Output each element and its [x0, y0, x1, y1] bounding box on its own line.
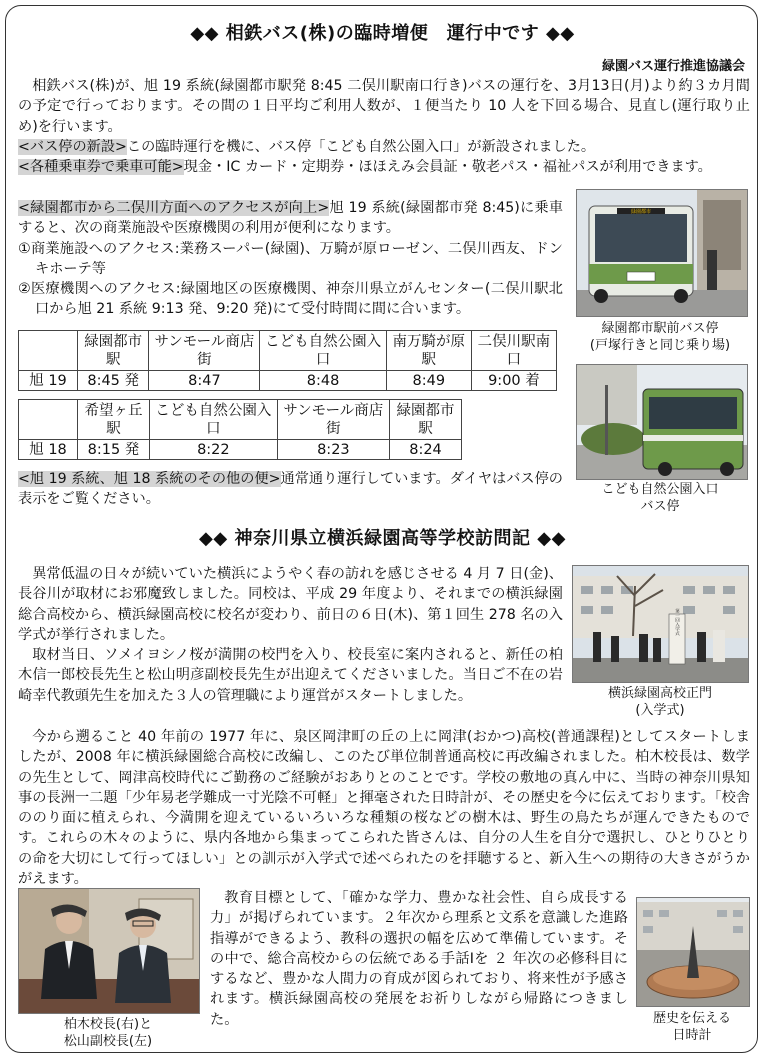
timetable-asahi19 — [18, 330, 557, 391]
table1-header: 緑園都市駅 — [78, 331, 149, 371]
table1-route: 旭 19 — [19, 371, 78, 391]
photo1-caption-line1: 緑園都市駅前バス停 — [601, 321, 719, 336]
table1-time: 9:00 着 — [471, 371, 556, 391]
article2-body-left — [18, 564, 563, 706]
principals-caption-line1: 柏木校長(右)と — [63, 1017, 153, 1032]
entrance-ceremony-sign: 第一回入学式 — [674, 608, 680, 636]
bus-destination-sign: 緑園都市 — [630, 209, 652, 215]
photo-school-gate — [572, 565, 749, 683]
table2-time: 8:24 — [390, 440, 462, 460]
table1-time: 8:45 発 — [78, 371, 149, 391]
table1-header: 南万騎が原駅 — [386, 331, 471, 371]
photo1-caption — [570, 320, 750, 354]
sundial-caption-line1: 歴史を伝える — [652, 1011, 731, 1026]
table2-header: 緑園都市駅 — [390, 400, 462, 440]
article1-body-left — [18, 198, 563, 320]
table1-header: こども自然公園入口 — [260, 331, 386, 371]
table2-corner — [19, 400, 78, 440]
article2-body-bottom — [210, 888, 628, 1030]
article2-body-full — [18, 727, 750, 889]
photo-principals — [18, 888, 200, 1014]
table2-time: 8:22 — [149, 440, 277, 460]
table2-header: 希望ヶ丘駅 — [78, 400, 150, 440]
item1-tag: <バス停の新設> — [18, 138, 127, 155]
table1-header: サンモール商店街 — [149, 331, 260, 371]
article1-item3 — [18, 198, 563, 239]
photo2-caption-line1: こども自然公園入口 — [601, 482, 719, 497]
timetable-asahi18 — [18, 399, 462, 460]
article2-para3: 今から遡ること 40 年前の 1977 年に、泉区岡津町の丘の上に岡津(おかつ)高校(普通課程)としてスタートしましたが、2008 年に横浜緑園総合高校に改編し、このたび単位制普通高校に再改編されました。柏木校長は、数学の先生として、岡津高校時代にご勤務のご経験がおありとのことです。学校の敷地の真ん中に、当時の神奈川県知事の長洲一二題「少年易老学難成一寸光陰不可軽」と揮毫された日時計が、その歴史を今に伝えております。「校舎ののり面に植えられ、今満開を迎えているいろいろな種類の桜などの樹木は、野生の鳥たちが運んできたものです。これらの木々のように、県内各地から集まってこられた皆さんは、自分の人生を自分で選択し、ひとりひとりの命を大切にして行ってほしい」との訓示が入学式で述べられたのを拝聴すると、新入生への期待の大きさがうかがえます。 — [18, 729, 750, 888]
photo-kodomo-bus-stop — [576, 364, 748, 480]
gate-caption-line1: 横浜緑園高校正門 — [607, 686, 712, 701]
article1-organization: 緑園バス運行推進協議会 — [601, 59, 745, 74]
article1-sub1: ①商業施設へのアクセス:業務スーパー(緑園)、万騎が原ローゼン、二俣川西友、ドンキホーテ等 — [18, 240, 563, 277]
article1-title: ◆◆ 相鉄バス(株)の臨時増便 運行中です ◆◆ — [190, 23, 575, 44]
table2-header: こども自然公園入口 — [149, 400, 277, 440]
article2-para2: 取材当日、ソメイヨシノ桜が満開の校門を入り、校長室に案内されると、新任の柏木信一郎校長先生と松山明彦副校長先生が出迎えてくださいました。当日ご不在の岩崎幸代教頭先生を加えた３人の管理職により運営がスタートしました。 — [18, 647, 563, 704]
article1-item1 — [18, 137, 750, 157]
table2-header: サンモール商店街 — [277, 400, 389, 440]
table1-time: 8:49 — [386, 371, 471, 391]
photo2-caption-line2: バス停 — [640, 499, 680, 514]
table2-route: 旭 18 — [19, 440, 78, 460]
table2-time: 8:15 発 — [78, 440, 150, 460]
photo-gate-caption — [570, 685, 750, 719]
item3-text: 旭 19 系統(緑園都市発 8:45)に乗車すると、次の商業施設や医療機関の利用が便利になります。 — [18, 200, 564, 237]
table1-time: 8:48 — [260, 371, 386, 391]
table1-header: 二俣川駅南口 — [471, 331, 556, 371]
article1-body-top — [18, 76, 750, 177]
article2-para1: 異常低温の日々が続いていた横浜にようやく春の訪れを感じさせる 4 月 7 日(金)、長谷川が取材にお邪魔致しました。同校は、平成 29 年度より、それまでの横浜緑園総合高校から、横浜緑園高校に校名が変わり、前日の６日(木)、第１回生 278 名の入学式が挙行されました。 — [18, 566, 563, 643]
item1-text: この臨時運行を機に、バス停「こども自然公園入口」が新設されました。 — [126, 138, 596, 155]
gate-caption-line2: (入学式) — [635, 703, 685, 718]
principals-caption-line2: 松山副校長(左) — [63, 1034, 153, 1049]
item2-tag: <各種乗車券で乗車可能> — [18, 159, 184, 176]
article1-item2 — [18, 157, 750, 177]
item3-tag: <緑園都市から二俣川方面へのアクセスが向上> — [18, 200, 330, 216]
sundial-caption-line2: 日時計 — [672, 1028, 712, 1043]
photo2-caption — [570, 481, 750, 515]
photo1-caption-line2: (戸塚行きと同じ乗り場) — [589, 338, 731, 353]
photo-sundial-caption — [624, 1010, 760, 1044]
article2-title: ◆◆ 神奈川県立横浜緑園高等学校訪問記 ◆◆ — [199, 528, 566, 549]
item2-text: 現金・IC カード・定期券・ほほえみ会員証・敬老パス・福祉パスが利用できます。 — [183, 159, 712, 176]
article2-para4: 教育目標として、「確かな学力、豊かな社会性、自ら成長する力」が掲げられています。２年次から理系と文系を意識した進路指導ができるよう、教科の選択の幅を広めて準備しています。その中で、総合高校からの伝統である手話Ⅰを ２ 年次の必修科目にするなど、豊かな人間力の育成が図られており、将来性が予感されます。横浜緑園高校の発展をお祈りしながら帰路につきました。 — [210, 890, 628, 1028]
article1-sub2: ②医療機関へのアクセス:緑園地区の医療機関、神奈川県立がんセンター(二俣川駅北口から旭 21 系統 9:13 発、9:20 発)にて受付時間に間に合います。 — [18, 281, 563, 318]
footer-tag: <旭 19 系統、旭 18 系統のその他の便> — [18, 471, 281, 487]
photo-sundial — [636, 897, 750, 1007]
footer-text: 通常通り運行しています。ダイヤはバス停の表示をご覧ください。 — [18, 471, 563, 508]
article1-para1: 相鉄バス(株)が、旭 19 系統(緑園都市駅発 8:45 二俣川駅南口行き)バスの運行を、3月13日(月)より約３カ月間の予定で行っております。その間の１日平均ご利用人数が、１便当たり 10 人を下回る場合、見直し(運行取り止め)を行います。 — [18, 78, 750, 135]
table1-time: 8:47 — [149, 371, 260, 391]
table2-time: 8:23 — [277, 440, 389, 460]
article1-footer — [18, 469, 563, 510]
photo-ryokuen-bus-stop — [576, 189, 748, 317]
photo-principals-caption — [18, 1016, 198, 1050]
table1-corner — [19, 331, 78, 371]
